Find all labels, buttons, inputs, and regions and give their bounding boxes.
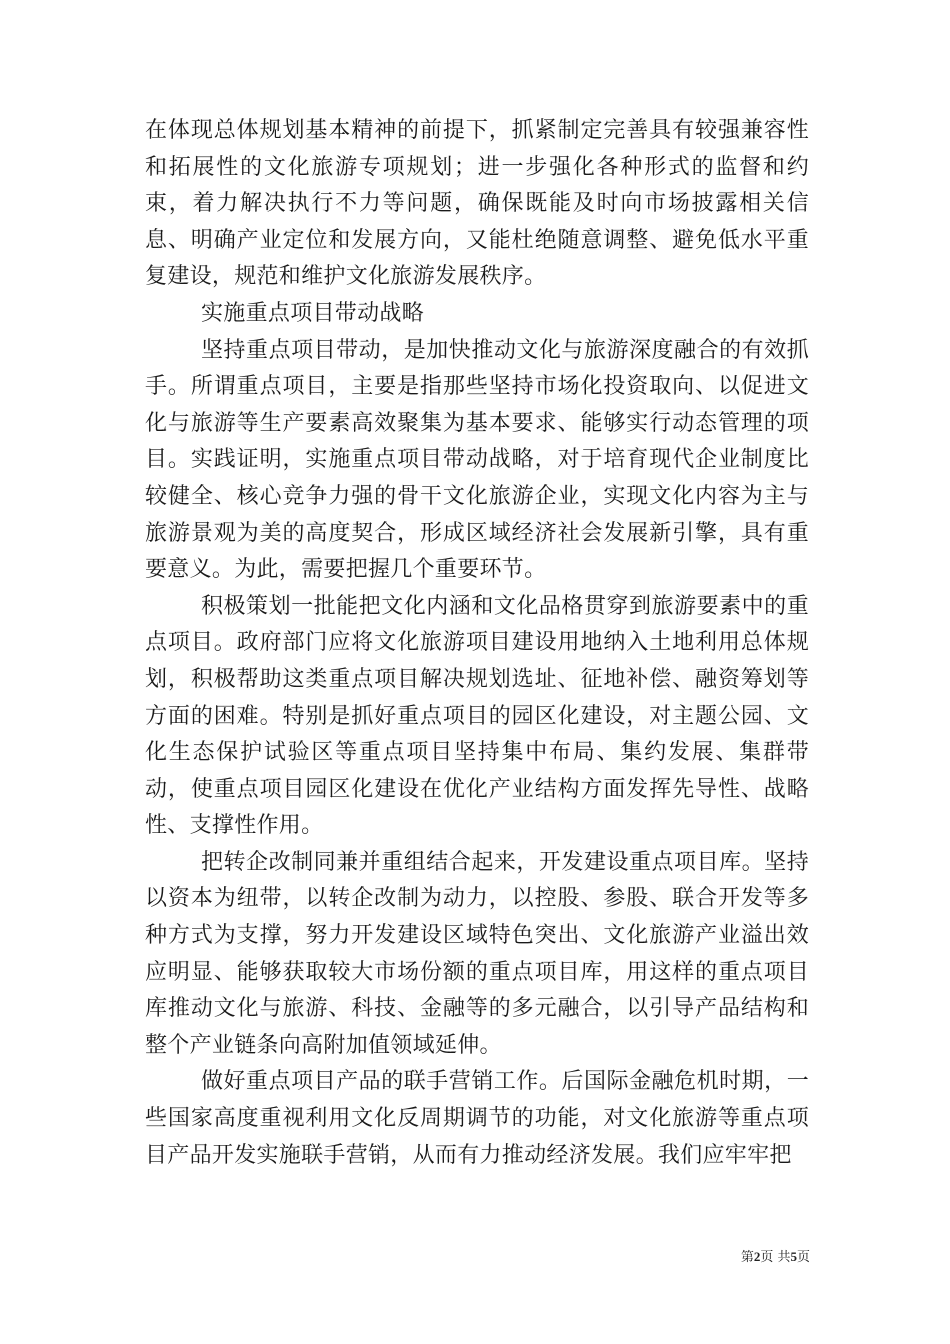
document-body <box>145 113 809 1174</box>
total-pages-number: 5 <box>790 1249 797 1264</box>
section-heading: 实施重点项目带动战略 <box>201 300 425 326</box>
current-page-number: 2 <box>753 1249 761 1264</box>
page-number-footer <box>700 1246 810 1265</box>
paragraph: 坚持重点项目带动，是加快推动文化与旅游深度融合的有效抓手。所谓重点项目，主要是指那些坚持市场化投资取向、以促进文化与旅游等生产要素高效聚集为基本要求、能够实行动态管理的项目。实践证明，实施重点项目带动战略，对于培育现代企业制度比较健全、核心竞争力强的骨干文化旅游企业，实现文化内容为主与旅游景观为美的高度契合，形成区域经济社会发展新引擎，具有重要意义。为此，需要把握几个重要环节。 <box>145 337 809 583</box>
paragraph: 做好重点项目产品的联手营销工作。后国际金融危机时期，一些国家高度重视利用文化反周期调节的功能，对文化旅游等重点项目产品开发实施联手营销，从而有力推动经济发展。我们应牢牢把 <box>145 1069 809 1168</box>
footer-middle: 页 共 <box>760 1250 791 1265</box>
paragraph-continued: 在体现总体规划基本精神的前提下，抓紧制定完善具有较强兼容性和拓展性的文化旅游专项规划；进一步强化各种形式的监督和约束，着力解决执行不力等问题，确保既能及时向市场披露相关信息、明确产业定位和发展方向，又能杜绝随意调整、避免低水平重复建设，规范和维护文化旅游发展秩序。 <box>145 118 809 290</box>
paragraph: 积极策划一批能把文化内涵和文化品格贯穿到旅游要素中的重点项目。政府部门应将文化旅游项目建设用地纳入土地利用总体规划，积极帮助这类重点项目解决规划选址、征地补偿、融资筹划等方面的困难。特别是抓好重点项目的园区化建设，对主题公园、文化生态保护试验区等重点项目坚持集中布局、集约发展、集群带动，使重点项目园区化建设在优化产业结构方面发挥先导性、战略性、支撑性作用。 <box>145 593 809 839</box>
footer-suffix: 页 <box>796 1250 810 1265</box>
footer-prefix: 第 <box>740 1250 754 1265</box>
paragraph: 把转企改制同兼并重组结合起来，开发建设重点项目库。坚持以资本为纽带，以转企改制为动力，以控股、参股、联合开发等多种方式为支撑，努力开发建设区域特色突出、文化旅游产业溢出效应明显、能够获取较大市场份额的重点项目库，用这样的重点项目库推动文化与旅游、科技、金融等的多元融合，以引导产品结构和整个产业链条向高附加值领域延伸。 <box>145 849 809 1058</box>
